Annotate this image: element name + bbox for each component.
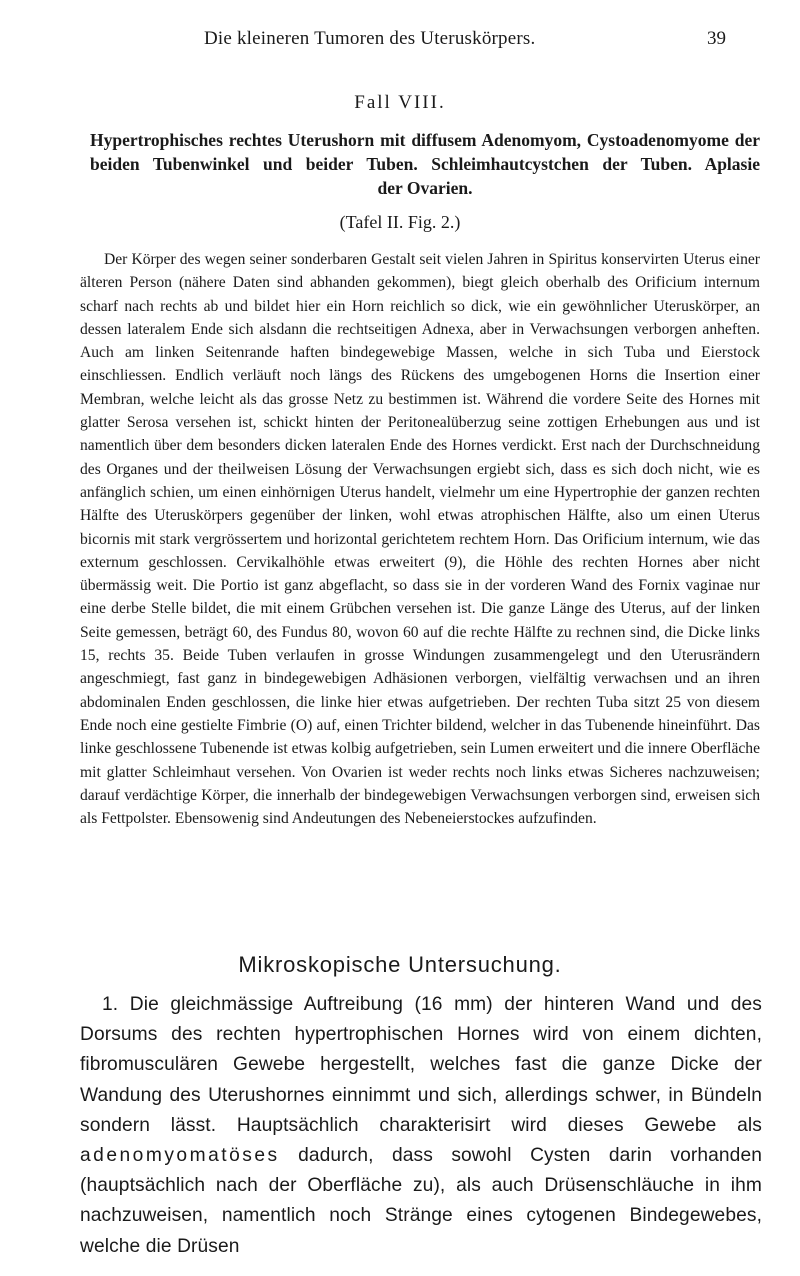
running-head	[90, 28, 790, 56]
microscopy-finding-1	[80, 990, 762, 1262]
finding-text-part-1: 1. Die gleichmässige Auftreibung (16 mm) der hinteren Wand und des Dorsums des rechten hypertrophischen Hornes wird von einem dichten, fibromusculären Gewebe hergestellt, welches fast die ganze Dicke der Wandung des Uterushornes einnimmt und sich, allerdings schwer, in Bündeln sondern lässt. Hauptsächlich charakterisirt wird dieses Gewebe als	[80, 994, 762, 1136]
finding-text-part-2: dadurch, dass sowohl Cysten darin vorhanden (hauptsächlich nach der Oberfläche zu), als auch Drüsenschläuche in ihm nachzuweisen, namentlich noch Stränge eines cytogenen Bindegewebes, welche die Drüsen	[80, 1145, 762, 1257]
case-heading-line-3: der Ovarien.	[377, 178, 473, 198]
finding-emphasis: adenomyomatöses	[80, 1145, 280, 1167]
case-heading	[90, 128, 760, 200]
case-description-paragraph: Der Körper des wegen seiner sonderbaren Gestalt seit vielen Jahren in Spiritus konservirten Uterus einer älteren Person (nähere Daten sind abhanden gekommen), biegt gleich oberhalb des Orificium internum scharf nach rechts ab und bildet hier ein Horn reichlich so dick, wie ein gewöhnlicher Uteruskörper, an dessen lateralem Ende sich alsdann die rechtseitigen Adnexa, aber in Verwachsungen verborgen anheften. Auch am linken Seitenrande haften bindegewebige Massen, welche in sich Tuba und Eierstock einschliessen. Endlich verläuft noch längs des Rückens des umgebogenen Horns die Insertion einer Membran, welche leicht als das grosse Netz zu bestimmen ist. Während die vordere Seite des Hornes mit glatter Serosa versehen ist, schickt hinten der Peritonealüberzug seine zottigen Erhebungen aus und ist namentlich über dem besonders dicken lateralen Ende des Hornes verdickt. Erst nach der Durchschneidung des Organes und der theilweisen Lösung der Verwachsungen ergiebt sich, dass es sich doch nicht, wie es anfänglich schien, um einen einhörnigen Uterus handelt, vielmehr um eine Hypertrophie der ganzen rechten Hälfte des Uteruskörpers gegenüber der linken, wohl etwas atrophischen Hälfte, also um einen Uterus bicornis mit stark vergrössertem und horizontal gerichtetem rechtem Horn. Das Orificium internum, wie das externum geschlossen. Cervikalhöhle etwas erweitert (9), die Höhle des rechten Hornes aber nicht übermässig weit. Die Portio ist ganz abgeflacht, so dass sie in der vorderen Wand des Fornix vaginae nur eine derbe Stelle bildet, die mit einem Grübchen versehen ist. Die ganze Länge des Uterus, auf der linken Seite gemessen, beträgt 60, des Fundus 80, wovon 60 auf die rechte Hälfte zu rechnen sind, die Dicke links 15, rechts 35. Beide Tuben verlaufen in grosse Windungen zusammengelegt und den Uterusrändern angeschmiegt, fast ganz in bindegewebigen Adhäsionen verborgen, vielfältig verwachsen und an ihren abdominalen Enden geschlossen, die linke hier etwas aufgetrieben. Der rechten Tuba sitzt 25 von diesem Ende noch eine gestielte Fimbrie (O) auf, einen Trichter bildend, welcher in das Tubenende hineinführt. Das linke geschlossene Tubenende ist etwas kolbig aufgetrieben, sein Lumen erweitert und die innere Oberfläche mit glatter Schleimhaut versehen. Von Ovarien ist weder rechts noch links etwas Sicheres nachzuweisen; darauf verdächtige Körper, die innerhalb der bindegewebigen Verwachsungen verborgen sind, erweisen sich als Fettpolster. Ebensowenig sind Andeutungen des Nebeneierstockes aufzufinden.	[80, 251, 760, 828]
case-heading-line-2: beiden Tubenwinkel und beider Tuben. Schleimhautcystchen der Tuben. Aplasie	[90, 154, 760, 174]
running-title: Die kleineren Tumoren des Uteruskörpers.	[204, 28, 536, 49]
figure-reference: (Tafel II. Fig. 2.)	[339, 212, 461, 232]
case-heading-line-1: Hypertrophisches rechtes Uterushorn mit diffusem Adenomyom, Cystoadenomyome der	[90, 130, 760, 150]
case-title: Fall VIII.	[354, 92, 446, 113]
page-number: 39	[707, 28, 726, 49]
section-title: Mikroskopische Untersuchung.	[238, 952, 562, 977]
